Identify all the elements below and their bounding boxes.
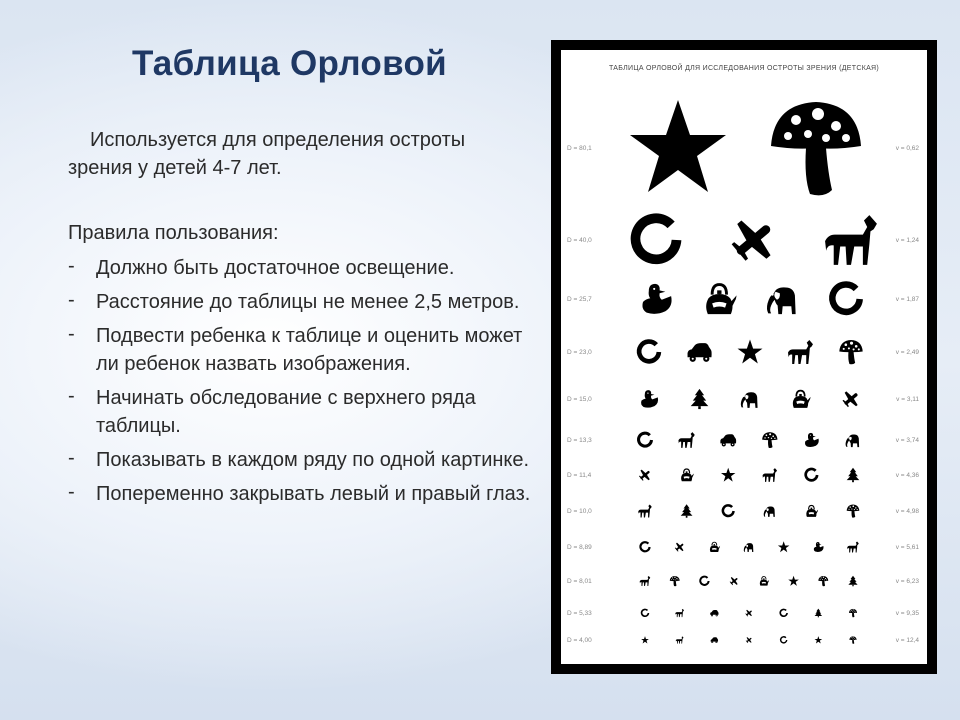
rules-list [68,254,538,514]
ring-icon [780,609,787,616]
elephant-icon [741,392,758,408]
rule-text: Должно быть достаточное освещение. [96,257,455,279]
horse-icon [675,609,684,617]
mushroom-icon [818,576,828,586]
rule-text: Подвести ребенка к таблице и оценить может ли ребенок назвать изображения. [96,325,523,375]
ring-icon [642,609,649,616]
mushroom-icon [847,505,860,518]
horse-icon [825,215,877,265]
row-d-label: D = 13,3 [567,437,592,444]
horse-icon [847,541,859,552]
ring-icon [639,342,659,362]
elephant-icon [846,435,860,448]
car-icon [710,610,718,616]
mushroom-icon [771,102,861,195]
car-icon [688,343,712,362]
mushroom-icon [839,340,862,364]
rule-item [68,288,538,316]
plane-icon [637,467,654,484]
rule-text: Расстояние до таблицы не менее 2,5 метров. [96,291,520,313]
row-d-label: D = 23,0 [567,349,592,356]
elephant-icon [767,287,796,314]
horse-icon [640,576,651,586]
plane-icon [728,575,740,587]
row-v-label: v = 5,61 [895,544,919,551]
tree-icon [848,576,857,587]
ring-icon [639,433,652,446]
row-d-label: D = 11,4 [567,472,592,479]
row-d-label: D = 25,7 [567,296,592,303]
dash-bullet: - [68,255,75,277]
horse-icon [638,505,651,518]
row-v-label: v = 1,24 [895,237,919,244]
rule-text: Начинать обследование с верхнего ряда таблицы. [96,387,476,437]
rules-heading: Правила пользования: [68,222,279,244]
rule-item [68,384,538,440]
duck-icon [642,284,671,314]
mushroom-icon [849,636,856,643]
dash-bullet: - [68,447,75,469]
row-v-label: v = 0,62 [895,145,919,152]
ring-icon [832,285,859,312]
eye-chart-frame [551,40,937,674]
row-v-label: v = 3,11 [896,396,919,403]
ring-icon [640,542,649,551]
ring-icon [781,637,787,643]
row-v-label: v = 4,98 [895,508,919,515]
elephant-icon [764,506,775,516]
row-d-label: D = 8,89 [567,544,592,551]
row-d-label: D = 40,0 [567,237,592,244]
kettle-icon [706,285,736,315]
eye-chart [561,50,927,664]
ring-icon [806,469,817,480]
elephant-icon [744,543,754,552]
tree-icon [847,468,860,482]
tree-icon [815,609,823,618]
kettle-icon [793,391,811,408]
ring-icon [723,505,734,516]
ring-icon [700,577,708,585]
car-icon [711,637,718,643]
row-d-label: D = 10,0 [567,508,592,515]
row-d-label: D = 15,0 [567,396,592,403]
dash-bullet: - [68,289,75,311]
rule-text: Показывать в каждом ряду по одной картинке. [96,449,530,471]
row-d-label: D = 8,01 [567,578,592,585]
star-icon [630,100,726,192]
plane-icon [839,387,863,411]
kettle-icon [760,577,769,586]
plane-icon [744,608,754,618]
eye-chart-title: ТАБЛИЦА ОРЛОВОЙ ДЛЯ ИССЛЕДОВАНИЯ ОСТРОТЫ ЗРЕНИЯ (ДЕТСКАЯ) [608,65,880,72]
duck-icon [814,542,824,552]
rule-item [68,446,538,474]
kettle-icon [710,542,720,552]
row-v-label: v = 3,74 [895,437,919,444]
tree-icon [691,389,709,409]
plane-icon [723,209,784,270]
row-d-label: D = 4,00 [567,637,592,644]
ring-icon [636,218,677,259]
row-d-label: D = 80,1 [567,145,592,152]
slide-title: Таблица Орловой [132,44,447,83]
star-icon [721,468,735,482]
star-icon [738,340,763,364]
mushroom-icon [670,576,680,586]
plane-icon [745,635,754,644]
row-v-label: v = 6,23 [895,578,919,585]
mushroom-icon [849,609,857,617]
horse-icon [788,340,813,364]
tree-icon [681,504,693,517]
horse-icon [678,432,694,448]
star-icon [641,636,649,643]
star-icon [814,636,822,643]
rule-item [68,480,538,508]
kettle-icon [681,469,694,481]
duck-icon [641,390,658,407]
plane-icon [673,540,686,554]
car-icon [720,434,736,446]
mushroom-icon [762,432,777,448]
kettle-icon [806,505,818,516]
row-v-label: v = 2,49 [895,349,919,356]
star-icon [788,576,799,586]
dash-bullet: - [68,385,75,407]
horse-icon [763,468,777,482]
row-v-label: v = 1,87 [895,296,919,303]
rule-item [68,322,538,378]
dash-bullet: - [68,481,75,503]
intro-text: Используется для определения остроты зрения у детей 4-7 лет. [68,129,466,179]
row-v-label: v = 4,36 [895,472,919,479]
star-icon [778,541,790,552]
eye-chart-symbols [561,50,927,664]
dash-bullet: - [68,323,75,345]
row-v-label: v = 12,4 [895,637,919,644]
row-d-label: D = 5,33 [567,610,592,617]
rule-text: Попеременно закрывать левый и правый глаз. [96,483,531,505]
row-v-label: v = 9,35 [895,610,919,617]
rule-item [68,254,538,282]
horse-icon [676,636,684,643]
duck-icon [805,433,819,447]
